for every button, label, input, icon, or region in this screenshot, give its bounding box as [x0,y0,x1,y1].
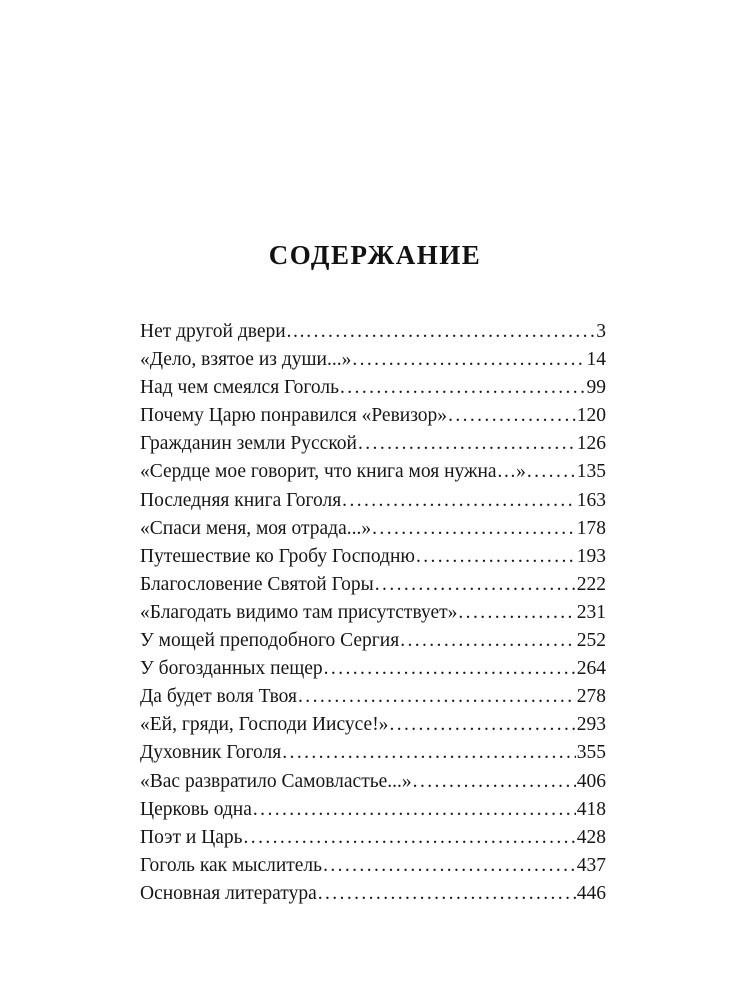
leader-dots [448,406,576,426]
leader-dots [372,519,576,539]
entry-title: Гоголь как мыслитель [140,854,323,876]
entry-page-number: 231 [576,601,606,623]
toc-entry [140,687,606,715]
toc-entry [140,547,606,575]
entry-title: Церковь одна [140,798,252,820]
entry-page-number: 163 [576,489,606,511]
toc-entry [140,350,606,378]
entry-page-number: 437 [576,854,606,876]
toc-entry [140,462,606,490]
entry-title: Да будет воля Твоя [140,686,298,708]
entry-title: Последняя книга Гоголя [140,489,342,511]
entry-title: Поэт и Царь [140,826,243,848]
entry-page-number: 120 [576,405,606,427]
leader-dots [352,350,585,370]
toc-entry [140,322,606,350]
entry-page-number: 278 [576,686,606,708]
entry-title: У богозданных пещер [140,658,323,680]
entry-page-number: 222 [576,573,606,595]
toc-entry [140,603,606,631]
leader-dots [416,547,576,567]
toc-entry [140,519,606,547]
entry-title: «Ей, гряди, Господи Иисусе!» [140,714,389,736]
entry-title: «Спаси меня, моя отрада...» [140,517,372,539]
toc-entry [140,378,606,406]
leader-dots [318,884,576,904]
entry-title: Нет другой двери… [140,321,306,342]
toc-title: СОДЕРЖАНИЕ [268,240,482,270]
entry-page-number: 99 [586,377,606,399]
leader-dots [342,491,576,511]
leader-dots [413,772,576,792]
leader-dots [282,743,575,763]
entry-page-number: 14 [586,349,606,371]
toc-entry [140,884,606,912]
leader-dots [253,800,576,820]
entry-page-number: 446 [576,882,606,904]
toc-entry [140,772,606,800]
entry-page-number: 406 [576,770,606,792]
leader-dots [375,575,576,595]
toc-list [140,322,606,912]
toc-entry [140,743,606,771]
entry-page-number: 264 [576,658,606,680]
entry-page-number: 428 [576,826,606,848]
leader-dots [527,462,576,482]
entry-title: «Дело, взятое из души...» [140,349,352,371]
leader-dots [298,687,576,707]
toc-entry [140,828,606,856]
toc-entry [140,715,606,743]
leader-dots [458,603,575,623]
entry-title: «Вас развратило Самовластье...» [140,770,412,792]
leader-dots [400,631,576,651]
leader-dots [340,378,586,398]
entry-title: Гражданин земли Русской [140,433,357,455]
leader-dots [358,434,576,454]
toc-entry [140,575,606,603]
entry-title: У мощей преподобного Сергия [140,630,400,652]
entry-page-number: 355 [576,742,606,764]
entry-page-number: 3 [596,321,606,342]
entry-title: «Сердце мое говорит, что книга моя нужна…» [140,461,526,483]
entry-page-number: 126 [576,433,606,455]
entry-title: Благословение Святой Горы [140,573,374,595]
entry-page-number: 293 [576,714,606,736]
entry-page-number: 418 [576,798,606,820]
toc-entry [140,631,606,659]
entry-page-number: 193 [576,545,606,567]
entry-page-number: 178 [576,517,606,539]
toc-entry [140,406,606,434]
entry-title: Духовник Гоголя [140,742,282,764]
leader-dots [323,856,576,876]
toc-entry [140,800,606,828]
entry-page-number: 135 [576,461,606,483]
entry-title: Основная литература [140,882,317,904]
entry-title: Почему Царю понравился «Ревизор» [140,405,448,427]
entry-title: Путешествие ко Гробу Господню [140,545,415,567]
leader-dots [324,659,576,679]
toc-entry [140,659,606,687]
leader-dots [389,715,575,735]
leader-dots [244,828,576,848]
entry-title: Над чем смеялся Гоголь [140,377,339,399]
entry-title: «Благодать видимо там присутствует» [140,601,458,623]
toc-entry [140,491,606,519]
toc-entry [140,856,606,884]
entry-page-number: 252 [576,630,606,652]
toc-entry [140,434,606,462]
leader-dots [306,322,595,342]
